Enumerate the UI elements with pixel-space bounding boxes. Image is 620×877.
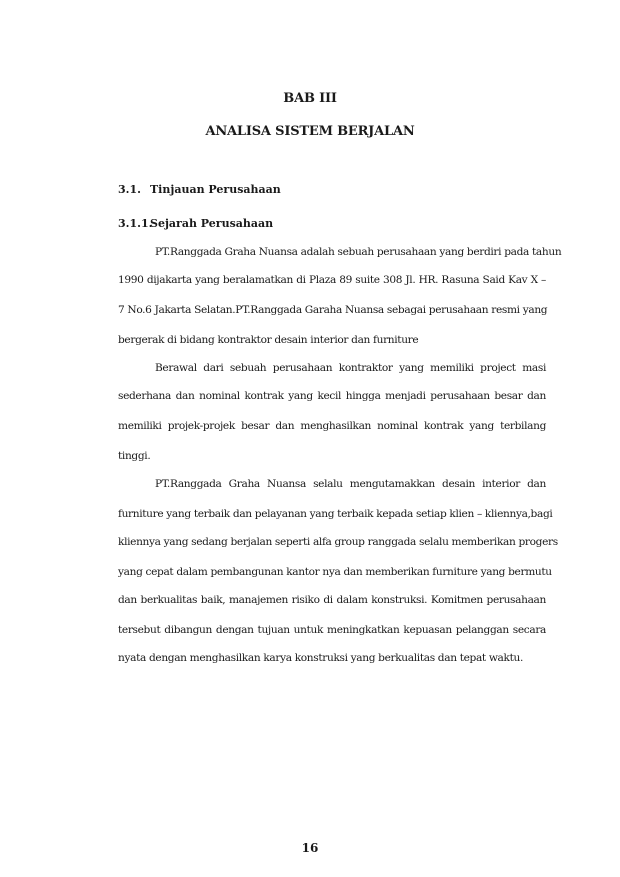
- subsection-title: Sejarah Perusahaan: [150, 217, 274, 230]
- chapter-title: ANALISA SISTEM BERJALAN: [205, 124, 415, 139]
- subsection-number: 3.1.1.: [118, 217, 153, 230]
- paragraph-line: nyata dengan menghasilkan karya konstruksi yang berkualitas dan tepat waktu.: [118, 652, 523, 664]
- section-number: 3.1.: [118, 183, 141, 196]
- paragraph-line: PT.Ranggada Graha Nuansa selalu mengutamakkan desain interior dan: [155, 478, 546, 490]
- paragraph-line: yang cepat dalam pembangunan kantor nya dan memberikan furniture yang bermutu: [118, 566, 552, 578]
- paragraph-line: 1990 dijakarta yang beralamatkan di Plaza 89 suite 308 Jl. HR. Rasuna Said Kav X –: [118, 274, 546, 286]
- paragraph-line: 7 No.6 Jakarta Selatan.PT.Ranggada Garaha Nuansa sebagai perusahaan resmi yang: [118, 304, 548, 316]
- section-title: Tinjauan Perusahaan: [150, 183, 281, 196]
- paragraph-line: bergerak di bidang kontraktor desain interior dan furniture: [118, 334, 419, 346]
- section-heading: [118, 183, 281, 196]
- paragraph-line: memiliki projek-projek besar dan menghasilkan nominal kontrak yang terbilang: [118, 420, 546, 432]
- page-number: 16: [301, 841, 319, 855]
- paragraph-line: sederhana dan nominal kontrak yang kecil hingga menjadi perusahaan besar dan: [118, 390, 546, 402]
- paragraph-line: Berawal dari sebuah perusahaan kontraktor yang memiliki project masi: [155, 362, 546, 374]
- subsection-heading: [118, 217, 273, 230]
- paragraph-line: dan berkualitas baik, manajemen risiko di dalam konstruksi. Komitmen perusahaan: [118, 594, 546, 606]
- paragraph-line: tersebut dibangun dengan tujuan untuk meningkatkan kepuasan pelanggan secara: [118, 624, 546, 636]
- paragraph-line: tinggi.: [118, 450, 151, 462]
- paragraph-line: PT.Ranggada Graha Nuansa adalah sebuah perusahaan yang berdiri pada tahun: [155, 246, 562, 258]
- paragraph-line: furniture yang terbaik dan pelayanan yang terbaik kepada setiap klien – kliennya,bagi: [118, 508, 553, 520]
- chapter-label: BAB III: [283, 91, 337, 106]
- paragraph-line: kliennya yang sedang berjalan seperti alfa group ranggada selalu memberikan progers: [118, 536, 558, 548]
